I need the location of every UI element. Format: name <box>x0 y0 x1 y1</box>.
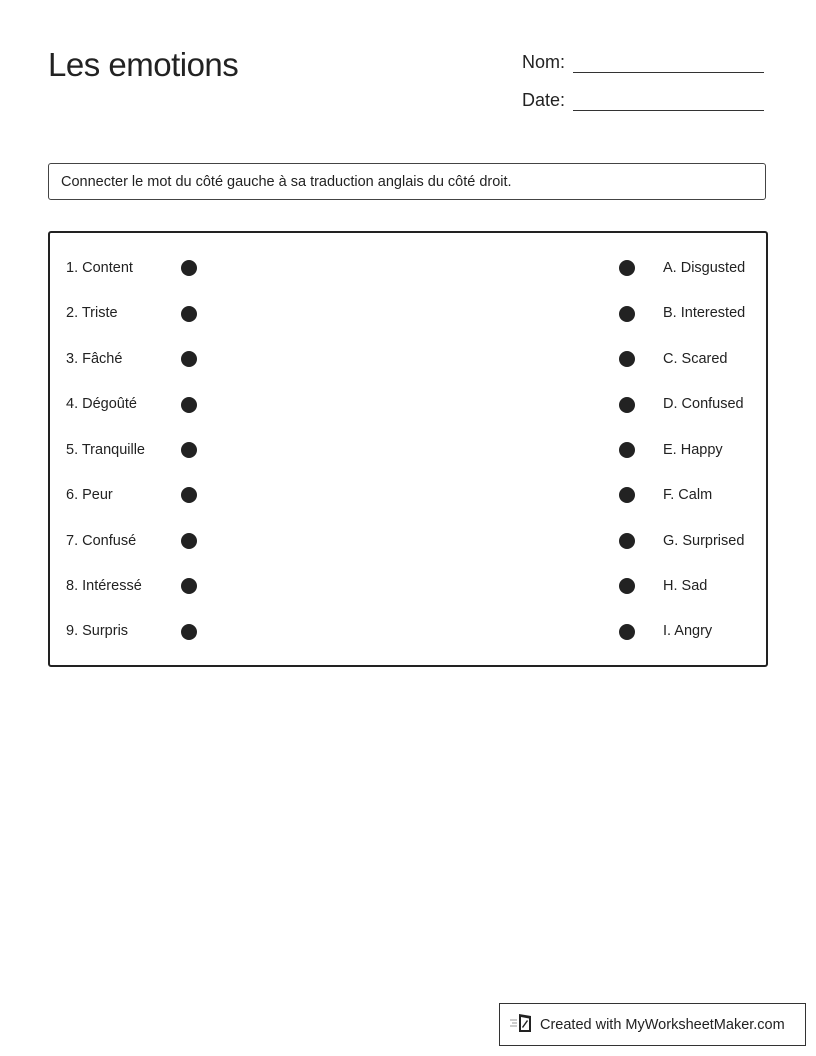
left-connect-dot[interactable] <box>181 578 197 594</box>
date-write-line[interactable] <box>573 90 764 111</box>
left-item: 2. Triste <box>66 305 118 321</box>
left-connect-dot[interactable] <box>181 442 197 458</box>
left-item: 6. Peur <box>66 487 113 503</box>
right-connect-dot[interactable] <box>619 624 635 640</box>
right-connect-dot[interactable] <box>619 578 635 594</box>
left-connect-dot[interactable] <box>181 351 197 367</box>
right-connect-dot[interactable] <box>619 442 635 458</box>
left-connect-dot[interactable] <box>181 487 197 503</box>
page-title: Les emotions <box>48 46 239 83</box>
left-connect-dot[interactable] <box>181 306 197 322</box>
left-item: 8. Intéressé <box>66 578 142 594</box>
right-item: C. Scared <box>663 351 728 367</box>
left-connect-dot[interactable] <box>181 624 197 640</box>
right-item: B. Interested <box>663 305 746 321</box>
right-connect-dot[interactable] <box>619 487 635 503</box>
right-item: G. Surprised <box>663 533 745 549</box>
left-connect-dot[interactable] <box>181 260 197 276</box>
right-connect-dot[interactable] <box>619 306 635 322</box>
matching-panel <box>48 231 768 667</box>
left-item: 3. Fâché <box>66 351 123 367</box>
right-connect-dot[interactable] <box>619 351 635 367</box>
right-connect-dot[interactable] <box>619 260 635 276</box>
right-item: I. Angry <box>663 623 713 639</box>
right-item: D. Confused <box>663 396 744 412</box>
left-item: 5. Tranquille <box>66 442 145 458</box>
right-item: H. Sad <box>663 578 708 594</box>
left-item: 4. Dégoûté <box>66 396 137 412</box>
right-item: F. Calm <box>663 487 713 503</box>
right-item: A. Disgusted <box>663 260 746 276</box>
footer-credit[interactable] <box>499 1003 806 1046</box>
date-field <box>522 90 764 111</box>
name-write-line[interactable] <box>573 52 764 73</box>
left-item: 7. Confusé <box>66 533 137 549</box>
left-item: 1. Content <box>66 260 133 276</box>
instructions-text: Connecter le mot du côté gauche à sa traduction anglais du côté droit. <box>61 173 512 190</box>
right-connect-dot[interactable] <box>619 397 635 413</box>
left-item: 9. Surpris <box>66 623 129 639</box>
instructions-box <box>48 163 766 200</box>
right-item: E. Happy <box>663 442 723 458</box>
date-label: Date: <box>522 90 566 110</box>
name-field <box>522 52 764 73</box>
left-connect-dot[interactable] <box>181 397 197 413</box>
worksheet-maker-logo-icon <box>510 1012 540 1038</box>
footer-text: Created with MyWorksheetMaker.com <box>540 1016 785 1033</box>
right-connect-dot[interactable] <box>619 533 635 549</box>
left-connect-dot[interactable] <box>181 533 197 549</box>
name-label: Nom: <box>522 52 566 72</box>
